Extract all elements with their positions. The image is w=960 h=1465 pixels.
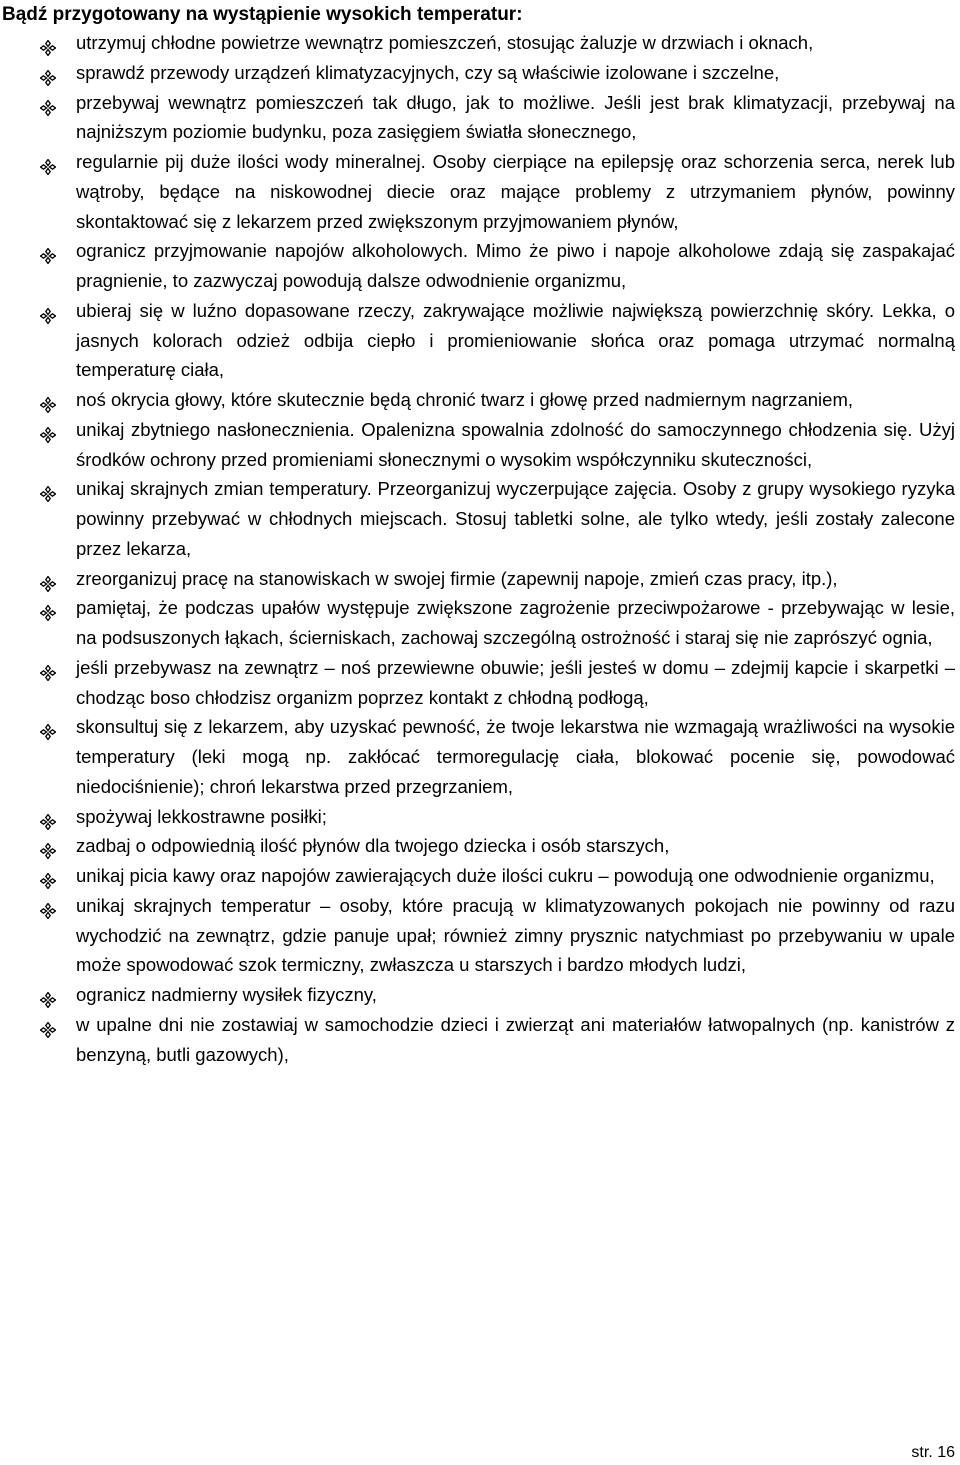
list-item-text: unikaj picia kawy oraz napojów zawierających duże ilości cukru – powodują one odwodnienie organizmu,	[76, 865, 935, 886]
four-diamond-bullet-icon	[40, 600, 56, 616]
list-item	[0, 474, 960, 563]
list-item-text: jeśli przebywasz na zewnątrz – noś przewiewne obuwie; jeśli jesteś w domu – zdejmij kapcie i skarpetki – chodząc boso chłodzisz organizm poprzez kontakt z chłodną podłogą,	[76, 656, 955, 708]
four-diamond-bullet-icon	[40, 1017, 56, 1033]
four-diamond-bullet-icon	[40, 243, 56, 259]
list-item	[0, 147, 960, 236]
four-diamond-bullet-icon	[40, 65, 56, 81]
section-heading: Bądź przygotowany na wystąpienie wysokich temperatur:	[2, 4, 523, 25]
four-diamond-bullet-icon	[40, 35, 56, 51]
list-item	[0, 831, 960, 861]
list-item-text: noś okrycia głowy, które skutecznie będą chronić twarz i głowę przed nadmiernym nagrzaniem,	[76, 389, 854, 410]
list-item-text: sprawdź przewody urządzeń klimatyzacyjnych, czy są właściwie izolowane i szczelne,	[76, 61, 780, 83]
four-diamond-bullet-icon	[40, 809, 56, 825]
page-number: str. 16	[911, 1444, 955, 1461]
list-item	[0, 980, 960, 1010]
list-item	[0, 28, 960, 58]
list-item-text: w upalne dni nie zostawiaj w samochodzie dzieci i zwierząt ani materiałów łatwopalnych (np. kanistrów z benzyną, butli gazowych),	[76, 1013, 955, 1065]
list-item	[0, 712, 960, 801]
list-item	[0, 891, 960, 980]
list-item-text: utrzymuj chłodne powietrze wewnątrz pomieszczeń, stosując żaluzje w drzwiach i oknach,	[76, 32, 814, 53]
list-item	[0, 88, 960, 148]
four-diamond-bullet-icon	[40, 838, 56, 854]
four-diamond-bullet-icon	[40, 481, 56, 497]
list-item-text: spożywaj lekkostrawne posiłki;	[76, 805, 327, 827]
recommendation-list	[0, 28, 960, 1069]
four-diamond-bullet-icon	[40, 660, 56, 676]
list-item-text: zreorganizuj pracę na stanowiskach w swojej firmie (zapewnij napoje, zmień czas pracy, itp.),	[76, 567, 838, 589]
list-item	[0, 861, 960, 891]
list-item-text: pamiętaj, że podczas upałów występuje zwiększone zagrożenie przeciwpożarowe - przebywając w lesie, na podsuszonych łąkach, ścierniskach, zachowaj szczególną ostrożność i staraj się nie zaprószyć ognia,	[76, 597, 955, 648]
list-item-text: regularnie pij duże ilości wody mineralnej. Osoby cierpiące na epilepsję oraz schorzenia serca, nerek lub wątroby, będące na niskowodnej diecie oraz mające problemy z utrzymaniem płynów, powinny skontaktować się z lekarzem przed zwiększonym przyjmowaniem płynów,	[76, 151, 955, 232]
four-diamond-bullet-icon	[40, 571, 56, 587]
list-item-text: unikaj skrajnych zmian temperatury. Przeorganizuj wyczerpujące zajęcia. Osoby z grupy wysokiego ryzyka powinny przebywać w chłodnych miejscach. Stosuj tabletki solne, ale tylko wtedy, jeśli zostały zalecone przez lekarza,	[76, 478, 955, 559]
list-item	[0, 1010, 960, 1070]
list-item-text: unikaj skrajnych temperatur – osoby, które pracują w klimatyzowanych pokojach nie powinny od razu wychodzić na zewnątrz, gdzie panuje upał; również zimny prysznic natychmiast po przebywaniu w upale może spowodować szok termiczny, zwłaszcza u starszych i bardzo młodych ludzi,	[76, 894, 955, 976]
four-diamond-bullet-icon	[40, 422, 56, 438]
four-diamond-bullet-icon	[40, 303, 56, 319]
list-item	[0, 564, 960, 594]
list-item-text: ogranicz przyjmowanie napojów alkoholowych. Mimo że piwo i napoje alkoholowe zdają się zaspakajać pragnienie, to zazwyczaj powodują dalsze odwodnienie organizmu,	[76, 240, 955, 291]
four-diamond-bullet-icon	[40, 154, 56, 170]
four-diamond-bullet-icon	[40, 719, 56, 735]
list-item-text: przebywaj wewnątrz pomieszczeń tak długo, jak to możliwe. Jeśli jest brak klimatyzacji, przebywaj na najniższym poziomie budynku, poza zasięgiem światła słonecznego,	[76, 91, 955, 143]
list-item	[0, 236, 960, 296]
list-item	[0, 593, 960, 653]
four-diamond-bullet-icon	[40, 392, 56, 408]
list-item	[0, 58, 960, 88]
list-item-text: unikaj zbytniego nasłonecznienia. Opalenizna spowalnia zdolność do samoczynnego chłodzenia się. Użyj środków ochrony przed promieniami słonecznymi o wysokim współczynniku skuteczności,	[76, 418, 955, 470]
list-item-text: ubieraj się w luźno dopasowane rzeczy, zakrywające możliwie największą powierzchnię skóry. Lekka, o jasnych kolorach odzież odbija ciepło i promieniowanie słońca oraz pomaga utrzymać normalną temperaturę ciała,	[76, 299, 955, 381]
list-item	[0, 415, 960, 475]
four-diamond-bullet-icon	[40, 868, 56, 884]
list-item-text: ogranicz nadmierny wysiłek fizyczny,	[76, 984, 377, 1005]
list-item-text: zadbaj o odpowiednią ilość płynów dla twojego dziecka i osób starszych,	[76, 835, 670, 857]
four-diamond-bullet-icon	[40, 898, 56, 914]
list-item	[0, 802, 960, 832]
list-item	[0, 653, 960, 713]
list-item	[0, 296, 960, 385]
four-diamond-bullet-icon	[40, 95, 56, 111]
list-item	[0, 385, 960, 415]
four-diamond-bullet-icon	[40, 987, 56, 1003]
list-item-text: skonsultuj się z lekarzem, aby uzyskać pewność, że twoje lekarstwa nie wzmagają wrażliwości na wysokie temperatury (leki mogą np. zakłócać termoregulację ciała, blokować pocenie się, powodować niedociśnienie); chroń lekarstwa przed przegrzaniem,	[76, 716, 955, 797]
